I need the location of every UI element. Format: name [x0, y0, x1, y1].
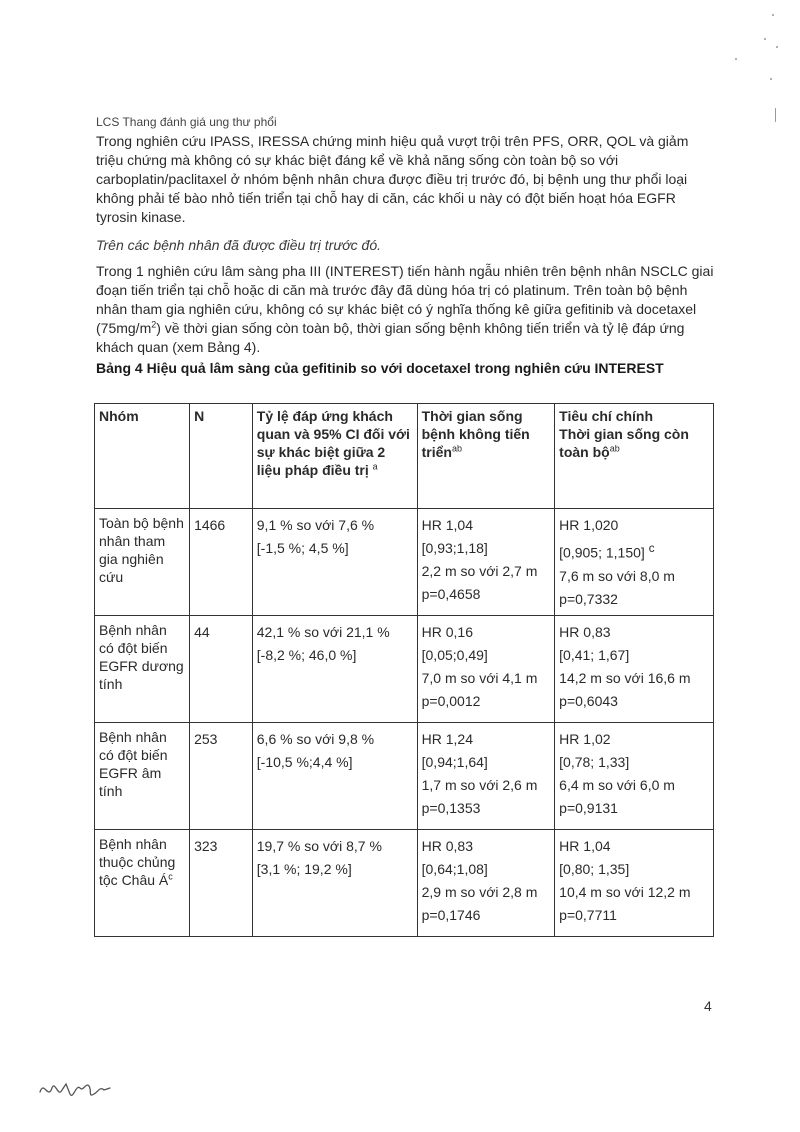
os-ci: [0,41; 1,67] — [559, 647, 630, 663]
running-header: LCS Thang đánh giá ung thư phổi — [96, 115, 277, 129]
paragraph-interest-text-2: ) về thời gian sống còn toàn bộ, thời gian sống bệnh không tiến triển và tỷ lệ đáp ứng khách quan (xem Bảng 4). — [96, 320, 685, 355]
pfs-p-value: p=0,1353 — [421, 800, 481, 816]
header-os — [555, 404, 714, 509]
header-pfs — [417, 404, 555, 509]
cell-pfs — [417, 723, 555, 830]
cell-n: 253 — [190, 723, 253, 830]
os-ci-footnote: c — [648, 542, 655, 555]
group-name: Bệnh nhân thuộc chủng tộc Châu Á — [99, 836, 176, 888]
table-caption: Bảng 4 Hiệu quả lâm sàng của gefitinib so với docetaxel trong nghiên cứu INTEREST — [96, 360, 664, 376]
cell-n: 323 — [190, 830, 253, 937]
header-os-label: Thời gian sống còn toàn bộ — [559, 426, 689, 460]
pfs-hr: HR 1,24 — [421, 731, 473, 747]
header-orr-label: Tỷ lệ đáp ứng khách quan và 95% CI đối với sự khác biệt giữa 2 liệu pháp điều trị — [256, 408, 410, 478]
paragraph-interest-text-1: Trong 1 nghiên cứu lâm sàng pha III (INTEREST) tiến hành ngẫu nhiên trên bệnh nhân NSCLC giai đoạn tiến triển tại chỗ hoặc di căn mà trước đây đã dùng hóa trị có platinum. Trên toàn bộ bệnh nhân tham gia nghiên cứu, không có sự khác biệt có ý nghĩa thống kê giữa gefitinib và docetaxel (75mg/m — [96, 263, 714, 336]
pfs-months: 2,9 m so với 2,8 m — [421, 884, 538, 900]
handwritten-signature — [36, 1070, 116, 1115]
header-pfs-label: Thời gian sống bệnh không tiến triển — [421, 408, 530, 460]
os-p-value: p=0,7711 — [559, 907, 617, 923]
orr-rate: 6,6 % so với 9,8 % — [256, 731, 375, 747]
table-row — [95, 616, 714, 723]
group-name: Toàn bộ bệnh nhân tham gia nghiên cứu — [99, 515, 184, 585]
cell-n: 44 — [190, 616, 253, 723]
os-hr: HR 0,83 — [559, 624, 611, 640]
group-name: Bệnh nhân có đột biến EGFR âm tính — [99, 729, 168, 799]
results-table — [94, 403, 714, 937]
pfs-hr: HR 1,04 — [421, 517, 473, 533]
cell-orr — [252, 723, 417, 830]
os-ci: [0,905; 1,150] — [559, 544, 645, 561]
paragraph-interest — [96, 262, 716, 357]
cell-os — [555, 723, 714, 830]
header-group: Nhóm — [95, 404, 190, 509]
cell-orr — [252, 616, 417, 723]
group-name-line — [99, 835, 185, 889]
os-p-value: p=0,9131 — [559, 800, 618, 816]
cell-os — [555, 616, 714, 723]
header-orr-footnote: a — [372, 461, 378, 472]
pfs-ci: [0,93;1,18] — [421, 540, 488, 556]
pfs-hr: HR 0,16 — [421, 624, 473, 640]
cell-n: 1466 — [190, 509, 253, 616]
cell-pfs — [417, 830, 555, 937]
os-months: 14,2 m so với 16,6 m — [559, 670, 691, 686]
header-main-criteria: Tiêu chí chính — [559, 408, 654, 424]
header-pfs-footnote: ab — [451, 443, 462, 454]
header-orr — [252, 404, 417, 509]
orr-rate: 19,7 % so với 8,7 % — [256, 838, 382, 854]
orr-ci: [-1,5 %; 4,5 %] — [256, 540, 349, 556]
cell-orr — [252, 830, 417, 937]
table-row — [95, 723, 714, 830]
pfs-ci: [0,94;1,64] — [421, 754, 488, 770]
os-months: 6,4 m so với 6,0 m — [559, 777, 675, 793]
signature-scribble — [36, 1070, 116, 1110]
table-header-row — [95, 404, 714, 509]
orr-rate: 42,1 % so với 21,1 % — [256, 624, 390, 640]
os-ci: [0,78; 1,33] — [559, 754, 630, 770]
cell-group — [95, 723, 190, 830]
table-row — [95, 830, 714, 937]
pfs-p-value: p=0,1746 — [421, 907, 481, 923]
pfs-p-value: p=0,4658 — [421, 586, 481, 602]
os-hr: HR 1,04 — [559, 838, 611, 854]
os-months: 7,6 m so với 8,0 m — [559, 567, 675, 584]
pfs-months: 7,0 m so với 4,1 m — [421, 670, 538, 686]
os-p-value: p=0,6043 — [559, 693, 618, 709]
pfs-ci: [0,64;1,08] — [421, 861, 488, 877]
cell-orr — [252, 509, 417, 616]
cell-group — [95, 830, 190, 937]
superscript-2: 2 — [151, 319, 157, 330]
cell-pfs — [417, 616, 555, 723]
cell-pfs — [417, 509, 555, 616]
pfs-ci: [0,05;0,49] — [421, 647, 488, 663]
cell-os — [555, 509, 714, 616]
header-n: N — [190, 404, 253, 509]
orr-ci: [-8,2 %; 46,0 %] — [256, 647, 357, 663]
os-ci: [0,80; 1,35] — [559, 861, 630, 877]
orr-rate: 9,1 % so với 7,6 % — [256, 517, 375, 533]
os-hr: HR 1,020 — [559, 517, 619, 533]
os-hr: HR 1,02 — [559, 731, 611, 747]
orr-ci: [-10,5 %;4,4 %] — [256, 754, 353, 770]
cell-group — [95, 509, 190, 616]
pfs-p-value: p=0,0012 — [421, 693, 481, 709]
pfs-hr: HR 0,83 — [421, 838, 473, 854]
os-p-value: p=0,7332 — [559, 590, 618, 607]
pfs-months: 2,2 m so với 2,7 m — [421, 563, 538, 579]
page-number: 4 — [704, 998, 712, 1014]
group-name: Bệnh nhân có đột biến EGFR dương tính — [99, 622, 184, 692]
os-months: 10,4 m so với 12,2 m — [559, 884, 691, 900]
paragraph-pretreated-heading: Trên các bệnh nhân đã được điều trị trước đó. — [96, 237, 382, 253]
header-os-footnote: ab — [609, 443, 620, 454]
paragraph-ipass: Trong nghiên cứu IPASS, IRESSA chứng minh hiệu quả vượt trội trên PFS, ORR, QOL và giảm triệu chứng mà không có sự khác biệt đáng kể về khả năng sống còn toàn bộ so với carboplatin/paclitaxel ở nhóm bệnh nhân chưa được điều trị trước đó, bị bệnh ung thư phổi loại không phải tế bào nhỏ tiến triển tại chỗ hay di căn, các khối u này có đột biến hoạt hóa EGFR tyrosin kinase. — [96, 133, 689, 225]
group-footnote: c — [168, 871, 173, 882]
cell-os — [555, 830, 714, 937]
pfs-months: 1,7 m so với 2,6 m — [421, 777, 538, 793]
cell-group — [95, 616, 190, 723]
orr-ci: [3,1 %; 19,2 %] — [256, 861, 352, 877]
table-row — [95, 509, 714, 616]
os-ci-line — [559, 537, 709, 565]
